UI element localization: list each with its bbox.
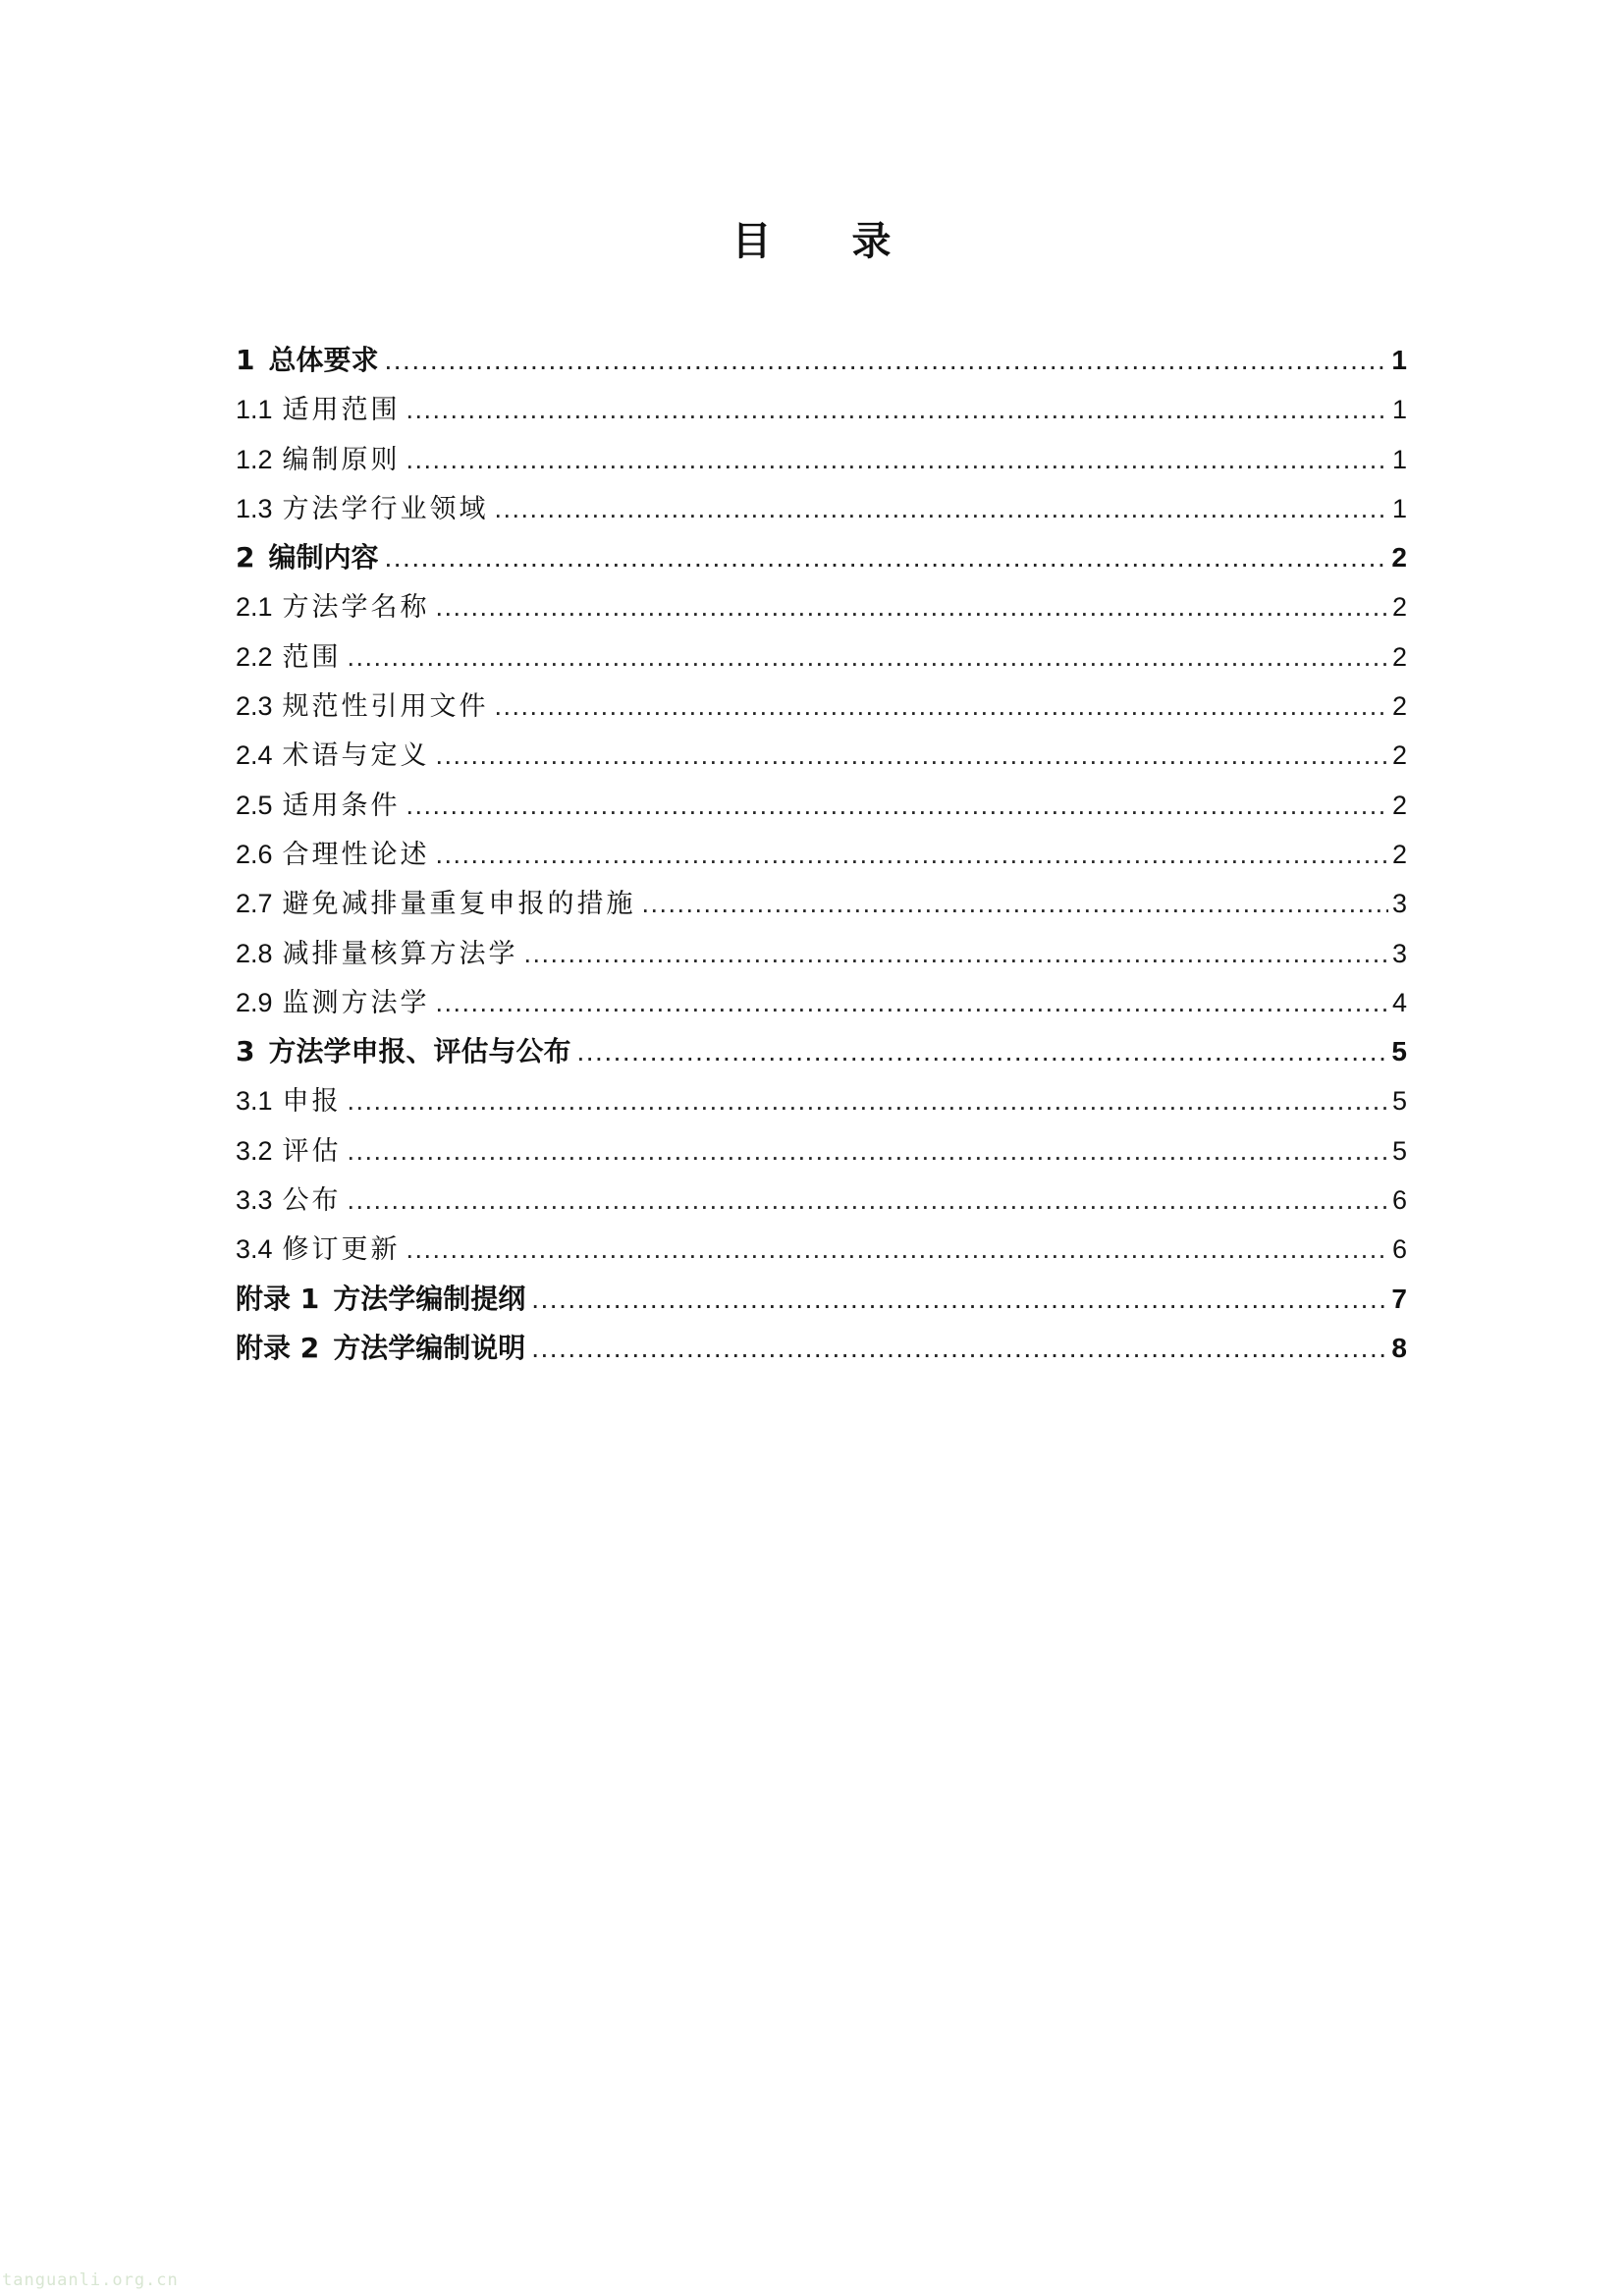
toc-dot-leader xyxy=(642,879,1388,928)
toc-entry-number: 3.1 xyxy=(236,1086,273,1117)
toc-entry[interactable] xyxy=(236,582,1407,631)
toc-page-number: 2 xyxy=(1391,740,1407,771)
toc-dot-leader xyxy=(531,1324,1387,1373)
toc-entry-number: 2.9 xyxy=(236,987,273,1017)
toc-entry-title: 评估 xyxy=(282,1135,342,1167)
toc-page-number: 6 xyxy=(1391,1234,1407,1265)
toc-entry-title: 方法学编制提纲 xyxy=(333,1282,526,1315)
toc-dot-leader xyxy=(495,484,1388,533)
toc-entry[interactable] xyxy=(236,879,1407,928)
toc-page-number: 8 xyxy=(1391,1332,1407,1363)
toc-entry-title: 申报 xyxy=(282,1086,342,1118)
toc-page-number: 2 xyxy=(1391,839,1407,869)
toc-dot-leader xyxy=(577,1027,1388,1076)
toc-dot-leader xyxy=(406,781,1388,830)
toc-title: 目 录 xyxy=(731,219,925,264)
toc-entry[interactable] xyxy=(236,731,1407,780)
toc-entry-title: 监测方法学 xyxy=(282,987,430,1018)
toc-entry[interactable] xyxy=(236,484,1407,533)
toc-entry[interactable] xyxy=(236,533,1407,582)
toc-entry[interactable] xyxy=(236,1126,1407,1175)
toc-list xyxy=(236,336,1407,1373)
toc-entry-title: 适用范围 xyxy=(282,395,401,426)
toc-dot-leader xyxy=(348,1175,1388,1225)
toc-entry-title: 避免减排量重复申报的措施 xyxy=(282,889,636,920)
toc-entry[interactable] xyxy=(236,435,1407,484)
toc-entry-number: 2.2 xyxy=(236,641,273,672)
toc-entry[interactable] xyxy=(236,1324,1407,1373)
toc-dot-leader xyxy=(436,731,1388,780)
toc-entry[interactable] xyxy=(236,929,1407,978)
toc-page-number: 1 xyxy=(1391,493,1407,523)
toc-entry[interactable] xyxy=(236,978,1407,1027)
toc-dot-leader xyxy=(436,582,1388,631)
toc-page-number: 5 xyxy=(1391,1036,1407,1067)
toc-entry-number: 2.8 xyxy=(236,938,273,968)
toc-dot-leader xyxy=(385,336,1388,385)
toc-entry[interactable] xyxy=(236,385,1407,434)
toc-entry[interactable] xyxy=(236,1175,1407,1225)
toc-page-number: 3 xyxy=(1391,938,1407,968)
toc-dot-leader xyxy=(436,978,1388,1027)
toc-entry-title: 编制内容 xyxy=(268,541,379,574)
toc-page-number: 2 xyxy=(1391,641,1407,672)
toc-entry-title: 规范性引用文件 xyxy=(282,691,489,723)
toc-dot-leader xyxy=(406,385,1388,434)
toc-dot-leader xyxy=(406,1225,1388,1274)
toc-entry-number: 1.1 xyxy=(236,395,273,425)
toc-page-number: 7 xyxy=(1391,1283,1407,1314)
toc-dot-leader xyxy=(436,830,1388,879)
toc-page-number: 2 xyxy=(1391,592,1407,623)
toc-entry-title: 适用条件 xyxy=(282,790,401,821)
toc-entry-number: 2.1 xyxy=(236,592,273,623)
toc-entry-number: 3.2 xyxy=(236,1135,273,1166)
toc-entry-number: 2.6 xyxy=(236,839,273,869)
toc-entry-title: 总体要求 xyxy=(268,344,379,376)
toc-entry-number: 2.7 xyxy=(236,889,273,919)
toc-entry[interactable] xyxy=(236,632,1407,682)
toc-entry-title: 减排量核算方法学 xyxy=(282,938,518,969)
toc-page-number: 4 xyxy=(1391,987,1407,1017)
toc-entry-number: 2.3 xyxy=(236,691,273,722)
toc-page-number: 5 xyxy=(1391,1135,1407,1166)
toc-page-number: 1 xyxy=(1391,345,1407,375)
toc-page-number: 1 xyxy=(1391,395,1407,425)
toc-entry-title: 范围 xyxy=(282,641,342,673)
toc-entry-title: 术语与定义 xyxy=(282,740,430,772)
toc-dot-leader xyxy=(524,929,1388,978)
toc-entry[interactable] xyxy=(236,682,1407,731)
toc-entry[interactable] xyxy=(236,781,1407,830)
toc-entry-number: 2.4 xyxy=(236,740,273,771)
toc-entry[interactable] xyxy=(236,1076,1407,1125)
toc-page-number: 2 xyxy=(1391,542,1407,574)
toc-entry-number: 附录 2 xyxy=(236,1331,320,1364)
toc-entry-number: 附录 1 xyxy=(236,1282,320,1315)
toc-entry-title: 方法学编制说明 xyxy=(333,1331,526,1364)
watermark: tanguanli.org.cn xyxy=(2,2270,179,2290)
toc-entry-title: 方法学申报、评估与公布 xyxy=(268,1035,571,1068)
toc-page-number: 2 xyxy=(1391,790,1407,820)
toc-dot-leader xyxy=(348,1126,1388,1175)
toc-page-number: 6 xyxy=(1391,1185,1407,1216)
toc-dot-leader xyxy=(348,1076,1388,1125)
toc-entry[interactable] xyxy=(236,1275,1407,1324)
toc-page-number: 1 xyxy=(1391,444,1407,474)
toc-entry-number: 3 xyxy=(236,1035,255,1068)
toc-entry-title: 编制原则 xyxy=(282,444,401,475)
toc-page-number: 5 xyxy=(1391,1086,1407,1117)
toc-entry[interactable] xyxy=(236,830,1407,879)
toc-entry-number: 2 xyxy=(236,541,255,574)
toc-entry[interactable] xyxy=(236,1225,1407,1274)
toc-entry-number: 1.3 xyxy=(236,493,273,523)
toc-entry-title: 方法学名称 xyxy=(282,592,430,624)
toc-entry[interactable] xyxy=(236,1027,1407,1076)
toc-entry-title: 方法学行业领域 xyxy=(282,493,489,524)
toc-dot-leader xyxy=(531,1275,1387,1324)
toc-page-number: 3 xyxy=(1391,889,1407,919)
toc-dot-leader xyxy=(348,632,1388,682)
toc-entry-number: 3.4 xyxy=(236,1234,273,1265)
toc-entry-number: 1 xyxy=(236,344,255,376)
toc-entry-title: 合理性论述 xyxy=(282,839,430,870)
toc-entry-number: 1.2 xyxy=(236,444,273,474)
toc-dot-leader xyxy=(495,682,1388,731)
toc-entry-title: 修订更新 xyxy=(282,1234,401,1266)
toc-entry-number: 3.3 xyxy=(236,1185,273,1216)
toc-entry[interactable] xyxy=(236,336,1407,385)
toc-entry-title: 公布 xyxy=(282,1185,342,1217)
toc-dot-leader xyxy=(406,435,1388,484)
toc-dot-leader xyxy=(385,533,1388,582)
toc-entry-number: 2.5 xyxy=(236,790,273,820)
toc-page-number: 2 xyxy=(1391,691,1407,722)
